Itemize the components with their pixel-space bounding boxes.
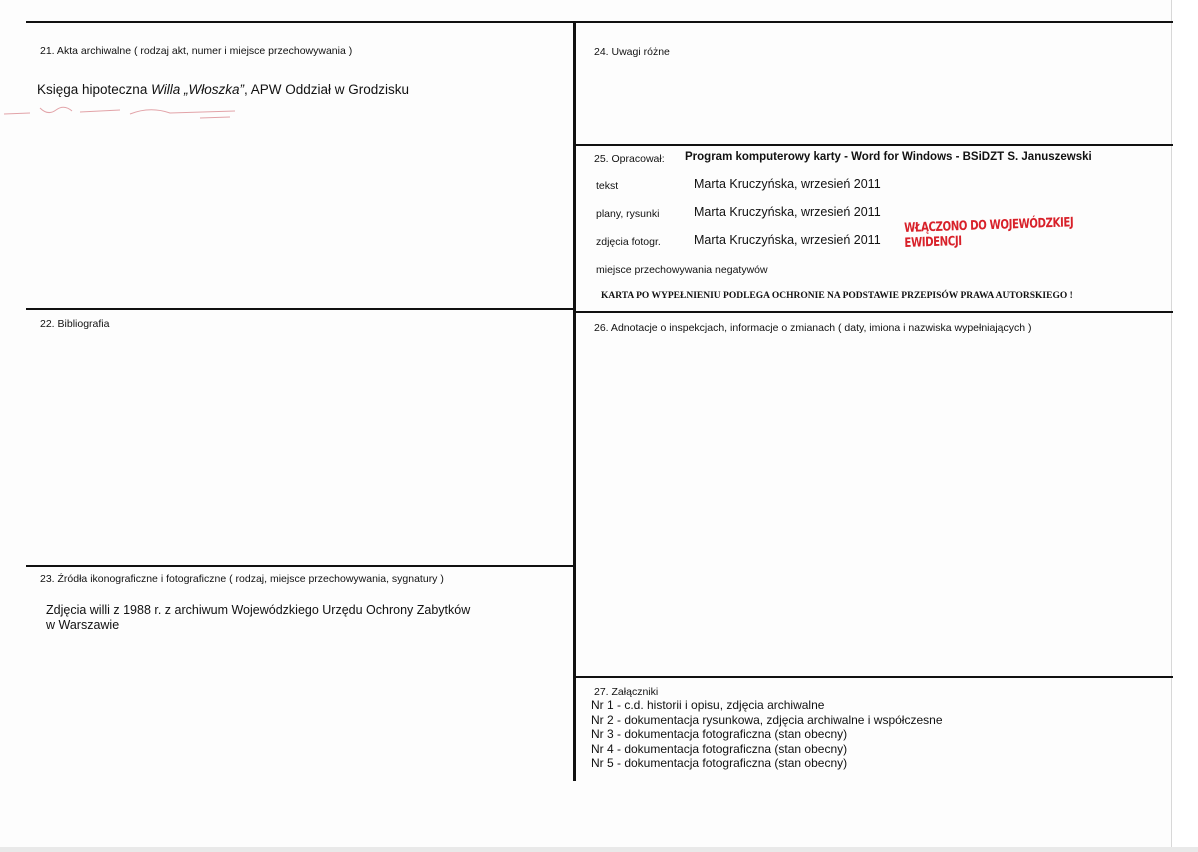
divider-22-23 bbox=[26, 565, 573, 567]
attachment-item: Nr 4 - dokumentacja fotograficzna (stan obecny) bbox=[591, 741, 848, 756]
divider-25-26 bbox=[576, 311, 1173, 313]
section-22-label: 22. Bibliografia bbox=[40, 318, 110, 330]
attachments-list bbox=[591, 698, 943, 771]
section-21-value-italic: Willa „Włoszka” bbox=[151, 82, 244, 97]
section-26-label: 26. Adnotacje o inspekcjach, informacje o zmianach ( daty, imiona i nazwiska wypełniających ) bbox=[594, 322, 1032, 334]
attachment-item: Nr 1 - c.d. historii i opisu, zdjęcia archiwalne bbox=[591, 698, 825, 712]
section-23-value-line1: Zdjęcia willi z 1988 r. z archiwum Wojewódzkiego Urzędu Ochrony Zabytków bbox=[46, 603, 471, 617]
page-right-edge bbox=[1171, 0, 1198, 852]
attachment-item: Nr 2 - dokumentacja rysunkowa, zdjęcia archiwalne i współczesne bbox=[591, 712, 943, 727]
section-25-row-value-plany: Marta Kruczyńska, wrzesień 2011 bbox=[694, 205, 881, 219]
registration-stamp: WŁĄCZONO DO WOJEWÓDZKIEJ EWIDENCJI bbox=[904, 215, 1074, 251]
section-21-value-rest: , APW Oddział w Grodzisku bbox=[243, 82, 410, 97]
section-25-row-value-zdjecia: Marta Kruczyńska, wrzesień 2011 bbox=[694, 233, 881, 247]
section-25-row-label-zdjecia: zdjęcia fotogr. bbox=[596, 236, 661, 248]
divider-24-25 bbox=[576, 144, 1173, 146]
section-25-program: Program komputerowy karty - Word for Windows - BSiDZT S. Januszewski bbox=[685, 151, 1092, 163]
section-23-value-line2: w Warszawie bbox=[46, 618, 120, 632]
center-divider bbox=[573, 21, 576, 781]
section-25-label: 25. Opracował: bbox=[594, 153, 665, 165]
divider-21-22 bbox=[26, 308, 573, 310]
section-21-value bbox=[37, 82, 409, 97]
section-21-value-plain: Księga hipoteczna bbox=[37, 82, 152, 97]
section-23-label: 23. Źródła ikonograficzne i fotograficzne ( rodzaj, miejsce przechowywania, sygnatury ) bbox=[40, 573, 444, 585]
attachment-item: Nr 3 - dokumentacja fotograficzna (stan obecny) bbox=[591, 727, 848, 741]
faded-scribble bbox=[0, 102, 250, 122]
section-25-row-value-tekst: Marta Kruczyńska, wrzesień 2011 bbox=[694, 177, 881, 191]
section-25-negatives: miejsce przechowywania negatywów bbox=[596, 264, 768, 276]
copyright-notice: KARTA PO WYPEŁNIENIU PODLEGA OCHRONIE NA PODSTAWIE PRZEPISÓW PRAWA AUTORSKIEGO ! bbox=[601, 291, 1073, 301]
section-25-row-label-tekst: tekst bbox=[596, 180, 619, 192]
section-27-label: 27. Załączniki bbox=[594, 686, 659, 698]
page-bottom-edge bbox=[0, 847, 1198, 852]
attachment-item: Nr 5 - dokumentacja fotograficzna (stan obecny) bbox=[591, 756, 848, 770]
section-21-label: 21. Akta archiwalne ( rodzaj akt, numer i miejsce przechowywania ) bbox=[40, 45, 353, 57]
section-24-label: 24. Uwagi różne bbox=[594, 46, 670, 58]
section-25-row-label-plany: plany, rysunki bbox=[596, 208, 660, 220]
divider-26-27 bbox=[576, 676, 1173, 678]
top-border bbox=[26, 21, 1173, 23]
